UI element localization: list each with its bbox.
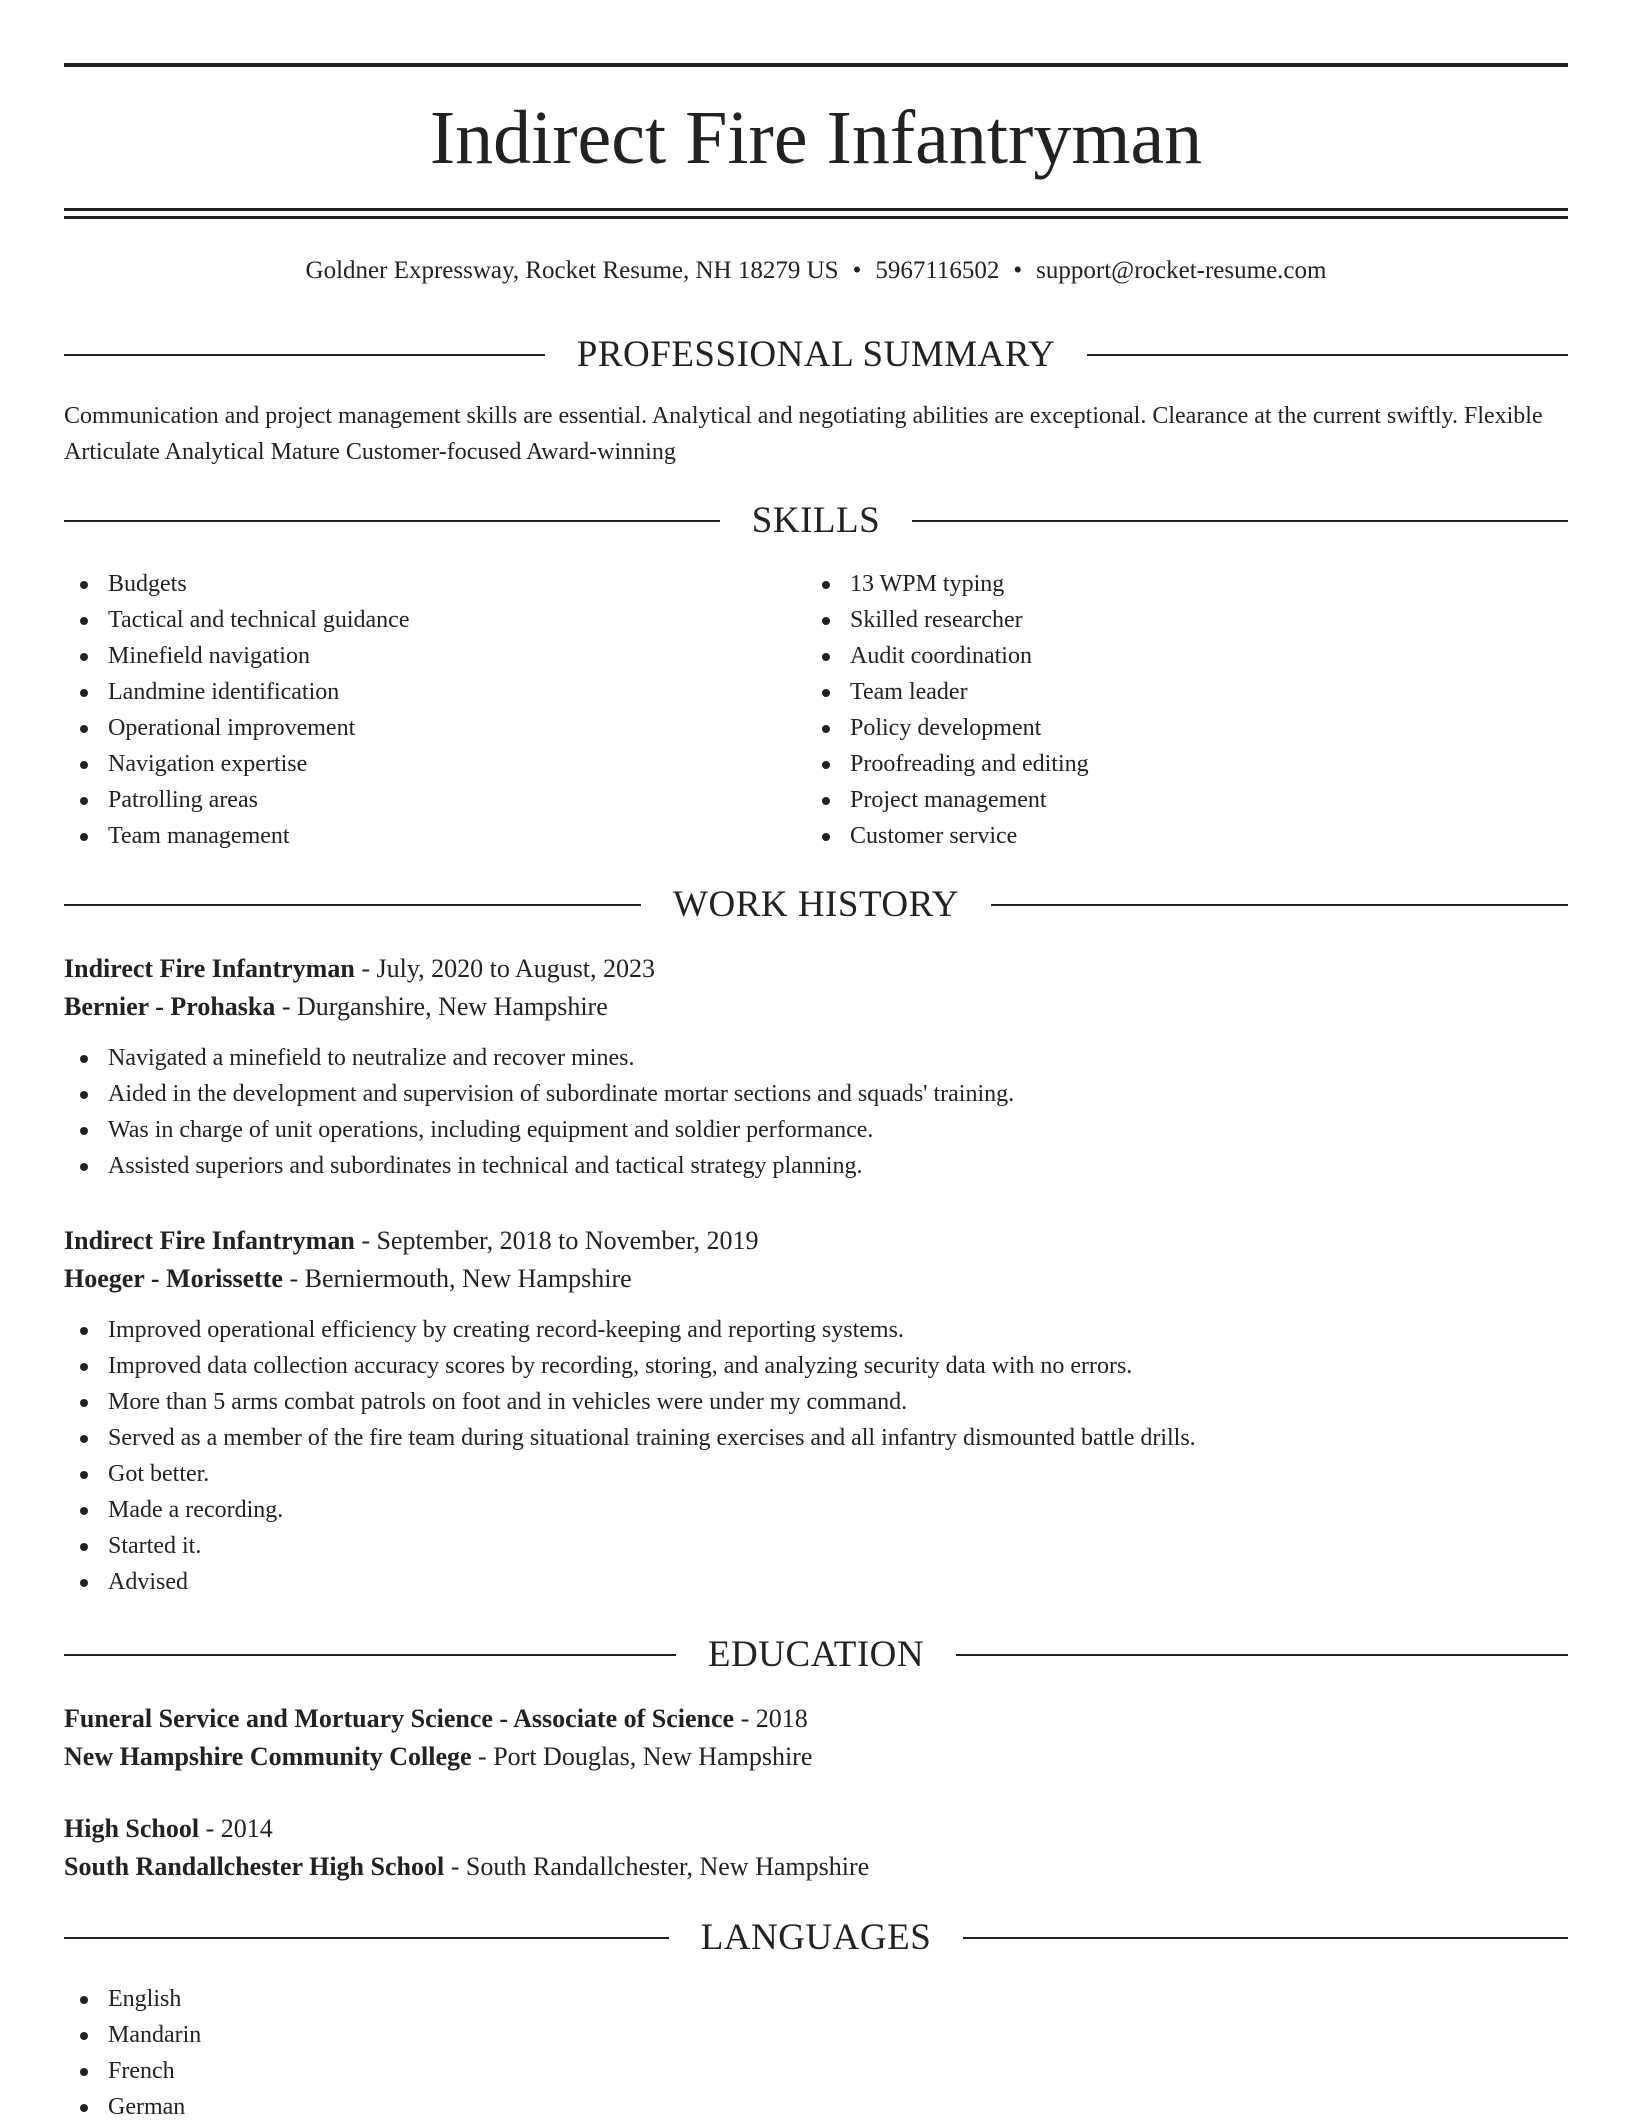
- education-degree: Funeral Service and Mortuary Science - Associate of Science: [64, 1704, 735, 1733]
- section-title: SKILLS: [751, 500, 881, 541]
- skill-item: Operational improvement: [64, 710, 764, 746]
- skill-item: 13 WPM typing: [806, 566, 1506, 602]
- heading-rule: [991, 904, 1568, 906]
- skills-list-right: [806, 566, 1506, 854]
- education-heading: [64, 1633, 1568, 1677]
- job-company: Bernier - Prohaska: [64, 992, 276, 1021]
- skill-item: Audit coordination: [806, 638, 1506, 674]
- skill-item: Tactical and technical guidance: [64, 602, 764, 638]
- job-company-line: [64, 988, 1568, 1026]
- skill-item: Team leader: [806, 674, 1506, 710]
- education-location: - South Randallchester, New Hampshire: [444, 1852, 870, 1881]
- contact-phone: 5967116502: [875, 257, 1000, 284]
- job-bullet: More than 5 arms combat patrols on foot and in vehicles were under my command.: [64, 1384, 1568, 1420]
- skill-item: Skilled researcher: [806, 602, 1506, 638]
- heading-rule: [64, 904, 641, 906]
- skill-item: Customer service: [806, 818, 1506, 854]
- language-item: Mandarin: [64, 2017, 1568, 2053]
- resume-name: Indirect Fire Infantryman: [429, 96, 1203, 180]
- job-bullet: Improved data collection accuracy scores by recording, storing, and analyzing security data with no errors.: [64, 1348, 1568, 1384]
- summary-heading: [64, 333, 1568, 377]
- section-title: PROFESSIONAL SUMMARY: [576, 334, 1056, 375]
- job-entry: [64, 1222, 1568, 1600]
- education-degree: High School: [64, 1814, 200, 1843]
- education-year: - 2014: [199, 1814, 273, 1843]
- heading-rule: [912, 520, 1568, 522]
- job-bullet: Advised: [64, 1564, 1568, 1600]
- header-top-rule: [64, 63, 1568, 67]
- heading-rule: [64, 354, 545, 356]
- skill-item: Budgets: [64, 566, 764, 602]
- education-entry: [64, 1810, 1568, 1886]
- language-item: French: [64, 2053, 1568, 2089]
- education-location: - Port Douglas, New Hampshire: [471, 1742, 813, 1771]
- skill-item: Proofreading and editing: [806, 746, 1506, 782]
- education-school-line: [64, 1738, 1568, 1776]
- heading-rule: [963, 1937, 1568, 1939]
- job-bullet: Got better.: [64, 1456, 1568, 1492]
- job-bullet: Navigated a minefield to neutralize and recover mines.: [64, 1040, 1568, 1076]
- job-dates: - July, 2020 to August, 2023: [354, 954, 656, 983]
- education-school: South Randallchester High School: [64, 1852, 445, 1881]
- education-degree-line: [64, 1810, 1568, 1848]
- job-location: - Durganshire, New Hampshire: [275, 992, 608, 1021]
- job-bullets: [64, 1312, 1568, 1600]
- job-bullet: Served as a member of the fire team during situational training exercises and all infantry dismounted battle drills.: [64, 1420, 1568, 1456]
- skill-item: Navigation expertise: [64, 746, 764, 782]
- job-dates: - September, 2018 to November, 2019: [354, 1226, 759, 1255]
- language-item: German: [64, 2089, 1568, 2125]
- job-company-line: [64, 1260, 1568, 1298]
- job-location: - Berniermouth, New Hampshire: [282, 1264, 632, 1293]
- job-entry: [64, 950, 1568, 1184]
- job-bullet: Aided in the development and supervision of subordinate mortar sections and squads' training.: [64, 1076, 1568, 1112]
- education-school: New Hampshire Community College: [64, 1742, 472, 1771]
- job-bullet: Was in charge of unit operations, including equipment and soldier performance.: [64, 1112, 1568, 1148]
- heading-rule: [1087, 354, 1568, 356]
- languages-heading: [64, 1916, 1568, 1960]
- job-title: Indirect Fire Infantryman: [64, 954, 355, 983]
- section-title: EDUCATION: [707, 1634, 925, 1675]
- heading-rule: [64, 1937, 669, 1939]
- skill-item: Minefield navigation: [64, 638, 764, 674]
- education-year: - 2018: [734, 1704, 808, 1733]
- summary-text: Communication and project management skills are essential. Analytical and negotiating abilities are exceptional. Clearance at the current swiftly. Flexible Articulate Analytical Mature Customer-focused Award-winning: [64, 403, 1543, 465]
- education-school-line: [64, 1848, 1568, 1886]
- skills-list-left: [64, 566, 764, 854]
- job-bullet: Assisted superiors and subordinates in technical and tactical strategy planning.: [64, 1148, 1568, 1184]
- section-title: WORK HISTORY: [673, 884, 959, 925]
- skill-item: Project management: [806, 782, 1506, 818]
- job-bullet: Made a recording.: [64, 1492, 1568, 1528]
- job-title-line: [64, 950, 1568, 988]
- skill-item: Team management: [64, 818, 764, 854]
- skill-item: Patrolling areas: [64, 782, 764, 818]
- section-title: LANGUAGES: [700, 1917, 932, 1958]
- contact-separator: •: [1013, 257, 1023, 284]
- heading-rule: [956, 1654, 1568, 1656]
- job-title: Indirect Fire Infantryman: [64, 1226, 355, 1255]
- job-title-line: [64, 1222, 1568, 1260]
- skill-item: Policy development: [806, 710, 1506, 746]
- job-bullet: Started it.: [64, 1528, 1568, 1564]
- contact-email: support@rocket-resume.com: [1036, 257, 1327, 284]
- languages-list: [64, 1981, 1568, 2125]
- header-rule-lower: [64, 216, 1568, 219]
- contact-line: [64, 254, 1568, 288]
- skill-item: Landmine identification: [64, 674, 764, 710]
- work-history-heading: [64, 883, 1568, 927]
- heading-rule: [64, 1654, 676, 1656]
- education-degree-line: [64, 1700, 1568, 1738]
- job-company: Hoeger - Morissette: [64, 1264, 283, 1293]
- header-rule-upper: [64, 208, 1568, 211]
- job-bullets: [64, 1040, 1568, 1184]
- job-bullet: Improved operational efficiency by creating record-keeping and reporting systems.: [64, 1312, 1568, 1348]
- skills-heading: [64, 499, 1568, 543]
- contact-address: Goldner Expressway, Rocket Resume, NH 18279 US: [305, 257, 839, 284]
- education-entry: [64, 1700, 1568, 1776]
- language-item: English: [64, 1981, 1568, 2017]
- contact-separator: •: [852, 257, 862, 284]
- heading-rule: [64, 520, 720, 522]
